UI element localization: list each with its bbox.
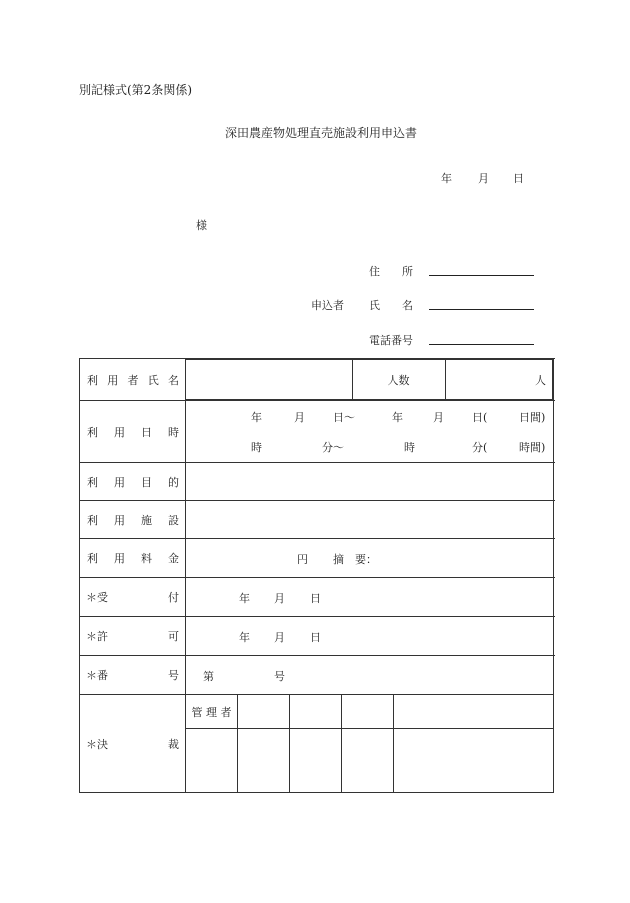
row-purpose (80, 463, 554, 501)
date-month-label: 月 (478, 172, 489, 185)
row-datetime (80, 401, 554, 463)
address-label: 住 所 (369, 265, 413, 278)
row-approval-header (80, 695, 554, 729)
permission-label: ＊許 可 (86, 630, 179, 643)
form-reference: 別記様式(第2条関係) (79, 83, 192, 97)
fee-label: 利 用 料 金 (87, 552, 179, 565)
row-facility (80, 501, 554, 539)
user-name-field[interactable] (186, 360, 352, 400)
manager-label: 管 理 者 (186, 695, 238, 729)
applicant-label: 申込者 (311, 299, 344, 312)
reception-date-field[interactable]: 年 月 日 (186, 578, 554, 617)
headcount-label: 人数 (352, 360, 445, 400)
reception-label: ＊受 付 (86, 591, 179, 604)
datetime-label: 利 用 日 時 (87, 425, 179, 439)
approval-header-cell-4 (342, 695, 394, 729)
approval-header-cell-2 (238, 695, 290, 729)
purpose-label: 利 用 目 的 (87, 475, 179, 489)
remarks-label: 摘 要： (333, 553, 377, 566)
row-user-name (80, 359, 554, 401)
approval-stamp-4[interactable] (342, 729, 394, 793)
fee-field[interactable] (186, 539, 554, 578)
fee-unit: 円 (297, 553, 308, 566)
datetime-field[interactable]: 年 月 日〜 年 月 日( 日間) 時 分〜 時 分( 時間) (186, 401, 554, 463)
addressee-suffix: 様 (196, 219, 207, 232)
form-title: 深田農産物処理直売施設利用申込書 (225, 126, 418, 140)
name-label: 氏 名 (369, 299, 413, 312)
approval-header-cell-3 (290, 695, 342, 729)
date-day-label: 日 (513, 172, 524, 185)
approval-header-cell-5 (394, 695, 554, 729)
permission-date-field[interactable]: 年 月 日 (186, 617, 554, 656)
phone-label: 電話番号 (369, 334, 413, 347)
number-label: ＊番 号 (86, 669, 179, 682)
approval-stamp-3[interactable] (290, 729, 342, 793)
headcount-field[interactable] (445, 360, 553, 400)
approval-label: ＊決 裁 (86, 737, 179, 751)
date-year-label: 年 (441, 172, 452, 185)
approval-stamp-1[interactable] (186, 729, 238, 793)
purpose-field[interactable] (186, 463, 554, 501)
row-reception (80, 578, 554, 617)
row-number (80, 656, 554, 695)
phone-line[interactable] (429, 344, 534, 345)
address-line[interactable] (429, 275, 534, 276)
number-field[interactable]: 第 号 (186, 656, 554, 695)
approval-stamp-5[interactable] (394, 729, 554, 793)
headcount-unit: 人 (535, 373, 546, 387)
user-name-label: 利 用 者 氏 名 (87, 373, 179, 387)
name-line[interactable] (429, 309, 534, 310)
row-permission (80, 617, 554, 656)
facility-label: 利 用 施 設 (87, 513, 179, 527)
approval-stamp-2[interactable] (238, 729, 290, 793)
row-fee (80, 539, 554, 578)
facility-field[interactable] (186, 501, 554, 539)
application-form-table (79, 358, 554, 793)
